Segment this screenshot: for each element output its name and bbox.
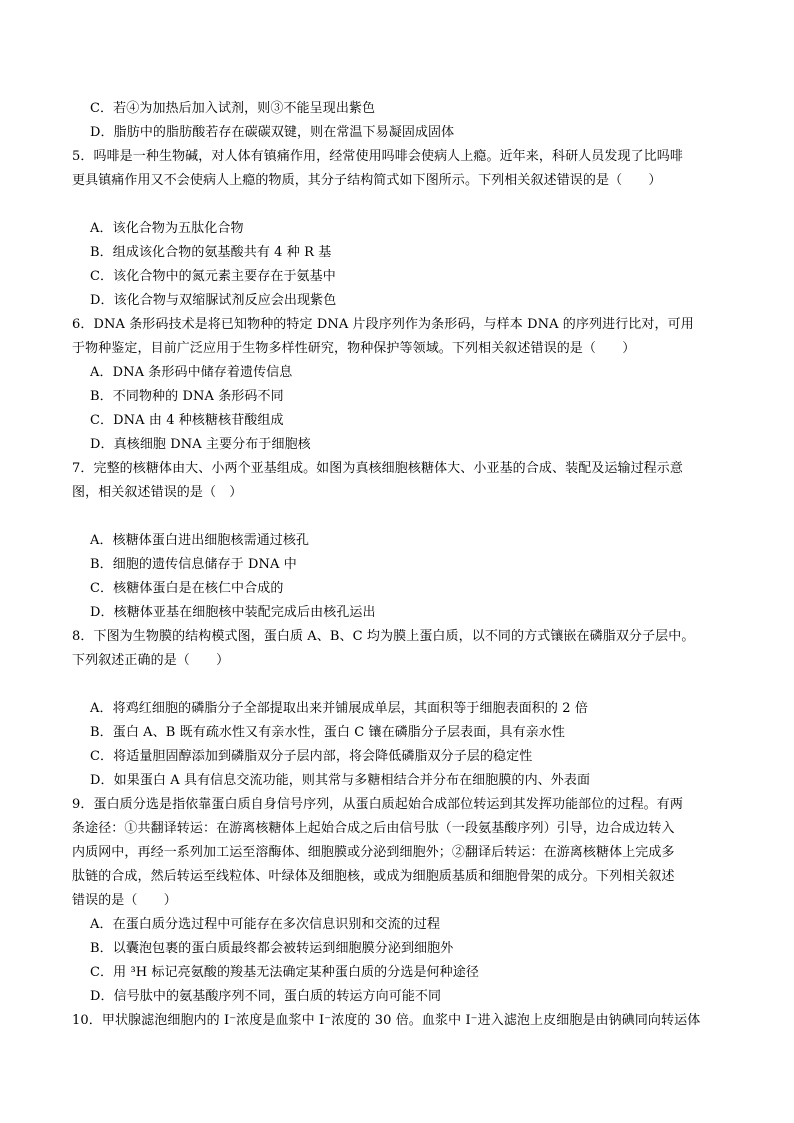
q4-option-c: C．若④为加热后加入试剂，则③不能呈现出紫色 [90,101,376,116]
q9-stem-line-2: 条途径：①共翻译转运：在游离核糖体上起始合成之后由信号肽（一段氨基酸序列）引导，边合成边转入 [72,821,675,836]
q7-stem-line-1: 7．完整的核糖体由大、小两个亚基组成。如图为真核细胞核糖体大、小亚基的合成、装配及运输过程示意 [72,461,683,476]
q7-option-c: C．核糖体蛋白是在核仁中合成的 [90,581,284,596]
q8-option-a: A．将鸡红细胞的磷脂分子全部提取出来并铺展成单层，其面积等于细胞表面积的 2 倍 [90,701,588,716]
q9-stem-line-1: 9．蛋白质分选是指依靠蛋白质自身信号序列，从蛋白质起始合成部位转运到其发挥功能部位的过程。有两 [72,797,683,812]
q8-option-b: B．蛋白 A、B 既有疏水性又有亲水性，蛋白 C 镶在磷脂分子层表面，具有亲水性 [90,725,565,740]
q6-option-b: B．不同物种的 DNA 条形码不同 [90,389,284,404]
q8-stem-line-1: 8．下图为生物膜的结构模式图，蛋白质 A、B、C 均为膜上蛋白质，以不同的方式镶嵌在磷脂双分子层中。 [72,629,695,644]
q8-option-c: C．将适量胆固醇添加到磷脂双分子层内部，将会降低磷脂双分子层的稳定性 [90,749,533,764]
q5-option-c: C．该化合物中的氮元素主要存在于氨基中 [90,269,336,284]
q6-option-d: D．真核细胞 DNA 主要分布于细胞核 [90,437,311,452]
q5-stem-line-2: 更具镇痛作用又不会使病人上瘾的物质，其分子结构简式如下图所示。下列相关叙述错误的是（ ） [72,173,662,188]
q6-stem-line-1: 6．DNA 条形码技术是将已知物种的特定 DNA 片段序列作为条形码，与样本 DNA 的序列进行比对，可用 [72,317,694,332]
q6-option-a: A．DNA 条形码中储存着遗传信息 [90,365,293,380]
q6-option-c: C．DNA 由 4 种核糖核苷酸组成 [90,413,284,428]
q7-stem-line-2: 图，相关叙述错误的是（ ） [72,485,243,500]
q9-option-b: B．以囊泡包裹的蛋白质最终都会被转运到细胞膜分泌到细胞外 [90,941,454,956]
q8-option-d: D．如果蛋白 A 具有信息交流功能，则其常与多糖相结合并分布在细胞膜的内、外表面 [90,773,591,788]
q7-option-d: D．核糖体亚基在细胞核中装配完成后由核孔运出 [90,605,376,620]
q9-stem-line-5: 错误的是（ ） [72,893,177,908]
q9-option-d: D．信号肽中的氨基酸序列不同，蛋白质的转运方向可能不同 [90,989,442,1004]
q5-option-a: A．该化合物为五肽化合物 [90,221,244,236]
q9-stem-line-3: 内质网中，再经一系列加工运至溶酶体、细胞膜或分泌到细胞外；②翻译后转运：在游离核糖体上完成多 [72,845,675,860]
q6-stem-line-2: 于物种鉴定，目前广泛应用于生物多样性研究，物种保护等领域。下列相关叙述错误的是（ ） [72,341,636,356]
q9-option-c: C．用 ³H 标记亮氨酸的羧基无法确定某种蛋白质的分选是何种途径 [90,965,479,980]
q9-stem-line-4: 肽链的合成，然后转运至线粒体、叶绿体及细胞核，或成为细胞质基质和细胞骨架的成分。下列相关叙述 [72,869,675,884]
q7-option-a: A．核糖体蛋白进出细胞核需通过核孔 [90,533,310,548]
q7-option-b: B．细胞的遗传信息储存于 DNA 中 [90,557,297,572]
q10-stem-line-1: 10．甲状腺滤泡细胞内的 I⁻浓度是血浆中 I⁻浓度的 30 倍。血浆中 I⁻进入滤泡上皮细胞是由钠碘同向转运体 [72,1013,701,1028]
q5-option-b: B．组成该化合物的氨基酸共有 4 种 R 基 [90,245,332,260]
q9-option-a: A．在蛋白质分选过程中可能存在多次信息识别和交流的过程 [90,917,441,932]
q5-option-d: D．该化合物与双缩脲试剂反应会出现紫色 [90,293,337,308]
q8-stem-line-2: 下列叙述正确的是（ ） [72,653,230,668]
q4-option-d: D．脂肪中的脂肪酸若存在碳碳双键，则在常温下易凝固成固体 [90,125,455,140]
q5-stem-line-1: 5．吗啡是一种生物碱，对人体有镇痛作用，经常使用吗啡会使病人上瘾。近年来，科研人员发现了比吗啡 [72,149,683,164]
